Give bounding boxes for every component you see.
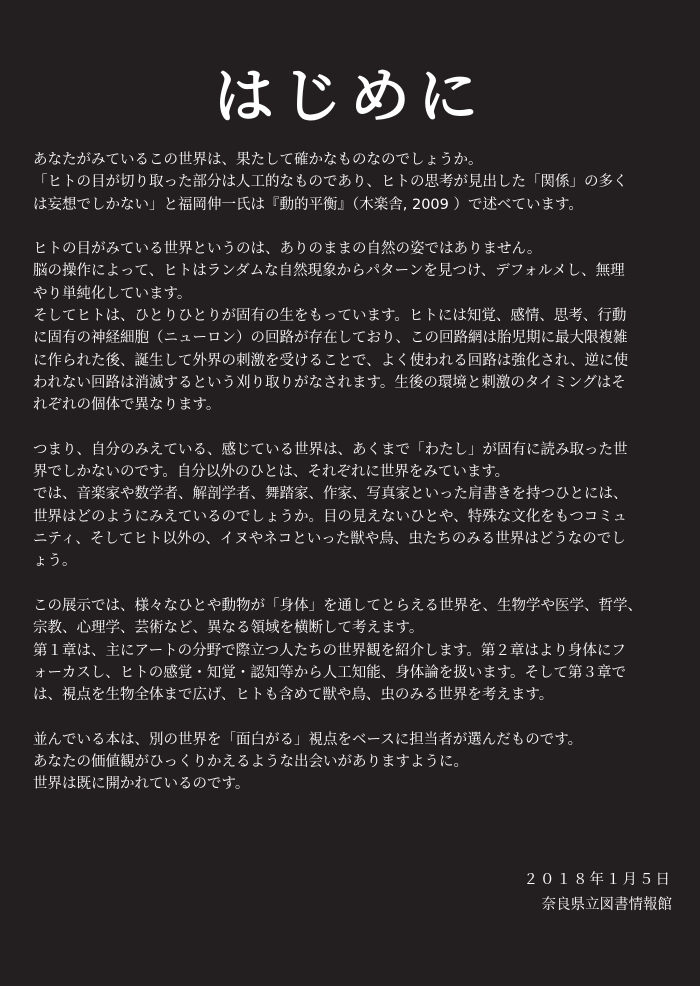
paragraph-3-line-6: ょう。	[33, 553, 77, 570]
paragraph-3-line-5: ニティ、そしてヒト以外の、イヌやネコといった獣や鳥、虫たちのみる世界はどうなのでし	[33, 531, 626, 548]
paragraph-3-line-3: では、音楽家や数学者、解剖学者、舞踏家、作家、写真家といった肩書きを持つひとには、	[33, 486, 628, 503]
paragraph-3	[33, 439, 673, 573]
paragraph-1-line-1: あなたがみているこの世界は、果たして確かなものなのでしょうか。	[33, 152, 483, 168]
paragraph-2-line-2: 脳の操作によって、ヒトはランダムな自然現象からパターンを見つけ、デフォルメし、無理	[33, 263, 625, 280]
paragraph-1-line-3: は妄想でしかない」と福岡伸一氏は『動的平衡』（木楽舎, 2009 ）で述べています。	[33, 196, 583, 213]
paragraph-2-line-6: に作られた後、誕生して外界の刺激を受けることで、よく使われる回路は強化され、逆に使	[33, 352, 629, 369]
intro-text	[33, 149, 673, 796]
signature-organization: 奈良県立図書情報館	[541, 897, 672, 913]
paragraph-5-line-3: 世界は既に開かれているのです。	[33, 776, 250, 793]
paragraph-2-line-4: そしてヒトは、ひとりひとりが固有の生をもっています。ヒトには知覚、感情、思考、行動	[33, 308, 627, 325]
paragraph-2-line-1: ヒトの目がみている世界というのは、ありのままの自然の姿ではありません。	[33, 241, 542, 258]
paragraph-4-line-1: この展示では、様々なひとや動物が「身体」を通してとらえる世界を、生物学や医学、哲学、	[33, 597, 642, 614]
paragraph-1	[33, 149, 673, 216]
paragraph-5	[33, 729, 673, 796]
signature-block	[524, 868, 673, 918]
paragraph-3-line-2: 界でしかないのです。自分以外のひとは、それぞれに世界をみています。	[33, 464, 510, 481]
paragraph-5-line-1: 並んでいる本は、別の世界を「面白がる」視点をベースに担当者が選んだものです。	[33, 731, 583, 748]
paragraph-1-line-2: 「ヒトの目が切り取った部分は人工的なものであり、ヒトの思考が見出した「関係」の多く	[33, 174, 628, 191]
paragraph-5-line-2: あなたの価値観がひっくりかえるような出会いがありますように。	[33, 754, 468, 771]
paragraph-2-line-5: に固有の神経細胞（ニューロン）の回路が存在しており、この回路網は胎児期に最大限複雑	[33, 330, 628, 347]
paragraph-4	[33, 595, 673, 706]
page-title: はじめに	[214, 62, 486, 132]
paragraph-4-line-2: 宗教、心理学、芸術など、異なる領域を横断して考えます。	[33, 620, 424, 637]
paragraph-4-line-4: ォーカスし、ヒトの感覚・知覚・認知等から人工知能、身体論を扱います。そして第３章で	[33, 664, 627, 681]
signature-date: ２０１８年１月５日	[523, 872, 672, 888]
paragraph-2-line-7: われない回路は消滅するという刈り取りがなされます。生後の環境と刺激のタイミングはそ	[33, 374, 626, 391]
paragraph-4-line-5: は、視点を生物全体まで広げ、ヒトも含めて獣や鳥、虫のみる世界を考えます。	[33, 687, 554, 704]
paragraph-3-line-4: 世界はどのようにみえているのでしょうか。目の見えないひとや、特殊な文化をもつコミュ	[33, 508, 627, 525]
paragraph-2-line-8: れぞれの個体で異なります。	[33, 397, 221, 414]
paragraph-2	[33, 238, 673, 416]
paragraph-2-line-3: やり単純化しています。	[33, 285, 192, 302]
paragraph-3-line-1: つまり、自分のみえている、感じている世界は、あくまで「わたし」が固有に読み取った世	[33, 441, 628, 458]
paragraph-4-line-3: 第１章は、主にアートの分野で際立つ人たちの世界観を紹介します。第２章はより身体にフ	[33, 642, 626, 659]
